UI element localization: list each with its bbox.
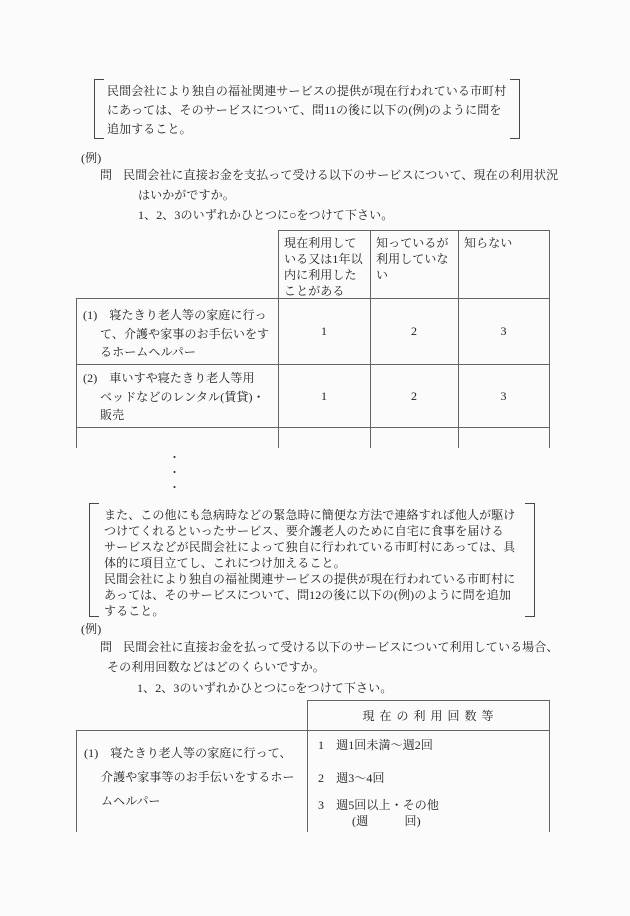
table1-header2-line: 知っているが [376,236,449,250]
left-bracket [89,503,99,617]
revision-note-1 [94,79,520,139]
table2-option-3-sub: (週 回) [352,814,421,828]
table1-row1-label: るホームヘルパー [100,345,196,359]
example1-question-line1 [100,168,558,182]
question-text: 民間会社に直接お金を支払って受ける以下のサービスについて、現在の利用状況 [123,168,559,182]
table1-header2-line: い [376,268,389,282]
table1-border [76,427,550,428]
note2-line-4: 体的に項目立てし、これにつけ加えること。 [104,556,346,570]
note1-line-3: 追加すること。 [107,122,192,136]
table1-header1-line: いる又は1年以 [284,252,363,266]
table2-option-3 [318,798,439,812]
example2-question-line2: その利用回数などはどのくらいですか。 [107,660,325,674]
table1-border [370,230,371,448]
option-text: 週3～4回 [336,771,385,785]
option-number: 3 [318,798,325,812]
note1-line-2: にあっては、そのサービスについて、問11の後に以下の(例)のように問を [107,103,502,117]
note2-line-7: すること。 [104,604,165,618]
table1-header2-line: 利用していな [376,252,449,266]
table1-header3-line: 知らない [464,236,513,250]
table1-row1-label: て、介護や家事のお手伝いをす [100,327,270,341]
table1-border [76,364,550,365]
note2-line-3: サービスなどが民間会社によって独自に行われている市町村にあっては、具 [104,540,516,554]
note2-line-1: また、この他にも急病時などの緊急時に簡便な方法で連絡すれば他人が駆け [104,508,516,522]
left-bracket [94,79,104,139]
table1-border [549,230,550,448]
option-number: 1 [318,738,325,752]
table2-border [76,730,550,731]
table1-border [278,230,550,231]
table2-row-label: 介護や家事等のお手伝いをするホー [101,770,295,784]
table2-border [307,700,550,701]
table2-option-1 [318,738,433,752]
table1-row1-value2: 2 [410,324,418,338]
ellipsis-dot: ・ [169,452,181,464]
table2-row-label: (1) 寝たきり老人等の家庭に行って、 [84,746,292,760]
option-number: 2 [318,771,325,785]
table2-row-label: ムヘルパー [101,794,161,808]
table1-row1-value1: 1 [320,324,328,338]
table1-row2-label: ベッドなどのレンタル(賃貸)・ [100,390,265,404]
table1-border [76,298,550,299]
table1-border [458,230,459,448]
option-text: 週1回未満～週2回 [336,738,434,752]
note2-line-2: つけてくれるといったサービス、要介護老人のために自宅に食事を届ける [104,524,504,538]
table1-header1-line: 現在利用して [284,236,357,250]
table1-row1-label: (1) 寝たきり老人等の家庭に行っ [83,308,267,322]
table1-row2-value3: 3 [500,389,507,403]
right-bracket [525,503,535,617]
example2-label: (例) [81,622,102,636]
table1-row2-value2: 2 [410,389,418,403]
table1-border [76,298,77,448]
example2-instruction: 1、2、3のいずれかひとつに○をつけて下さい。 [137,681,393,695]
table1-header1-line: ことがある [284,284,345,298]
note1-line-1: 民間会社により独自の福祉関連サービスの提供が現在行われている市町村 [107,84,507,98]
table1-header1-line: 内に利用した [284,268,357,282]
table2-option-2 [318,771,385,785]
table2-border [549,700,550,832]
table1-row2-value1: 1 [320,389,328,403]
note2-line-5: 民間会社により独自の福祉関連サービスの提供が現在行われている市町村に [104,572,516,586]
table2-header: 現在の利用回数等 [362,709,499,723]
example1-instruction: 1、2、3のいずれかひとつに○をつけて下さい。 [138,208,394,222]
table1-row2-label: 販売 [100,408,125,422]
question-marker: 問 [100,640,113,654]
example1-question-line2: はいかがですか。 [138,188,235,202]
right-bracket [510,79,520,139]
option-text: 週5回以上・その他 [336,798,440,812]
table1-border [278,230,279,448]
question-text: 民間会社に直接お金を払って受ける以下のサービスについて利用している場合、 [123,640,559,654]
example1-label: (例) [81,151,102,165]
ellipsis-dot: ・ [169,482,181,494]
question-marker: 問 [100,168,113,182]
table1-row1-value3: 3 [500,324,507,338]
note2-line-6: あっては、そのサービスについて、問12の後に以下の(例)のように問を追加 [104,588,511,602]
table1-row2-label: (2) 車いすや寝たきり老人等用 [83,371,255,385]
ellipsis-dot: ・ [169,467,181,479]
table2-border [76,730,77,832]
example2-question-line1 [100,640,558,654]
revision-note-2 [89,503,535,617]
